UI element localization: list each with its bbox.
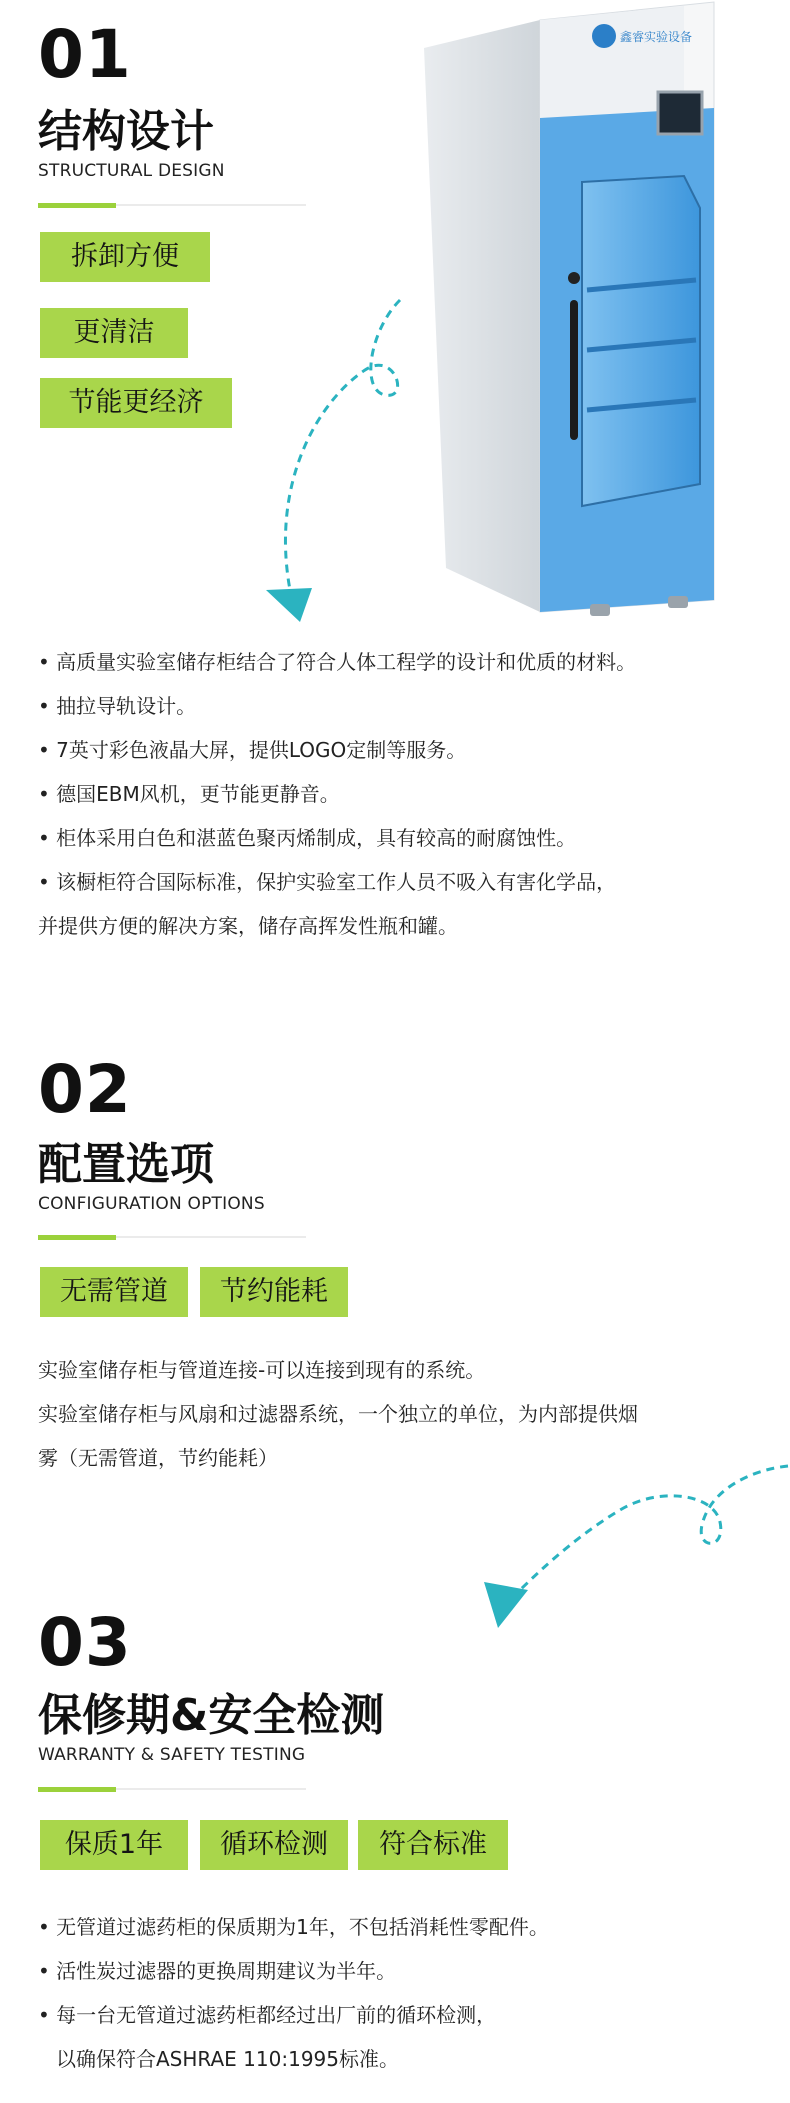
section-title: 结构设计 — [38, 106, 214, 157]
section-title: 保修期&安全检测 — [38, 1690, 385, 1741]
section-subtitle: CONFIGURATION OPTIONS — [38, 1194, 265, 1214]
paragraph-line: 实验室储存柜与风扇和过滤器系统，一个独立的单位，为内部提供烟 — [38, 1402, 638, 1426]
list-item: • 无管道过滤药柜的保质期为1年，不包括消耗性零配件。 — [38, 1915, 549, 1939]
tag-warranty: 保质1年 — [40, 1820, 188, 1870]
section-divider — [38, 1788, 306, 1790]
section-number: 01 — [38, 16, 132, 93]
list-item: • 柜体采用白色和湛蓝色聚丙烯制成，具有较高的耐腐蚀性。 — [38, 826, 577, 850]
section-subtitle: WARRANTY & SAFETY TESTING — [38, 1745, 306, 1765]
tag-compliance: 符合标准 — [358, 1820, 508, 1870]
dashed-arrow-icon — [260, 290, 430, 630]
section-divider — [38, 204, 306, 206]
section-number: 03 — [38, 1604, 132, 1681]
list-item: • 该橱柜符合国际标准，保护实验室工作人员不吸入有害化学品， — [38, 870, 617, 894]
paragraph-line: 雾（无需管道，节约能耗） — [38, 1446, 278, 1470]
storage-cabinet-image — [422, 0, 722, 620]
paragraph-line: 实验室储存柜与管道连接-可以连接到现有的系统。 — [38, 1358, 486, 1382]
warranty-list — [38, 1905, 549, 2081]
list-item: • 抽拉导轨设计。 — [38, 694, 197, 718]
list-item: • 高质量实验室储存柜结合了符合人体工程学的设计和优质的材料。 — [38, 650, 637, 674]
section-divider — [38, 1236, 306, 1238]
cabinet-brand: 鑫睿实验设备 — [620, 30, 693, 44]
tag-no-duct: 无需管道 — [40, 1267, 188, 1317]
tag-easy-disassembly: 拆卸方便 — [40, 232, 210, 282]
list-item: • 7英寸彩色液晶大屏，提供LOGO定制等服务。 — [38, 738, 467, 762]
section-number: 02 — [38, 1051, 132, 1128]
dashed-arrow-icon — [470, 1450, 790, 1640]
list-item: 并提供方便的解决方案，储存高挥发性瓶和罐。 — [38, 914, 458, 938]
list-item: • 每一台无管道过滤药柜都经过出厂前的循环检测， — [38, 2003, 497, 2027]
list-item: 以确保符合ASHRAE 110:1995标准。 — [56, 2047, 399, 2071]
list-item: • 德国EBM风机，更节能更静音。 — [38, 782, 340, 806]
section-title: 配置选项 — [38, 1139, 214, 1190]
feature-list — [38, 640, 636, 948]
section-subtitle: STRUCTURAL DESIGN — [38, 161, 225, 181]
tag-cycle-test: 循环检测 — [200, 1820, 348, 1870]
tag-energy-save: 节约能耗 — [200, 1267, 348, 1317]
tag-cleaner: 更清洁 — [40, 308, 188, 358]
tag-energy-saving: 节能更经济 — [40, 378, 232, 428]
list-item: • 活性炭过滤器的更换周期建议为半年。 — [38, 1959, 397, 1983]
